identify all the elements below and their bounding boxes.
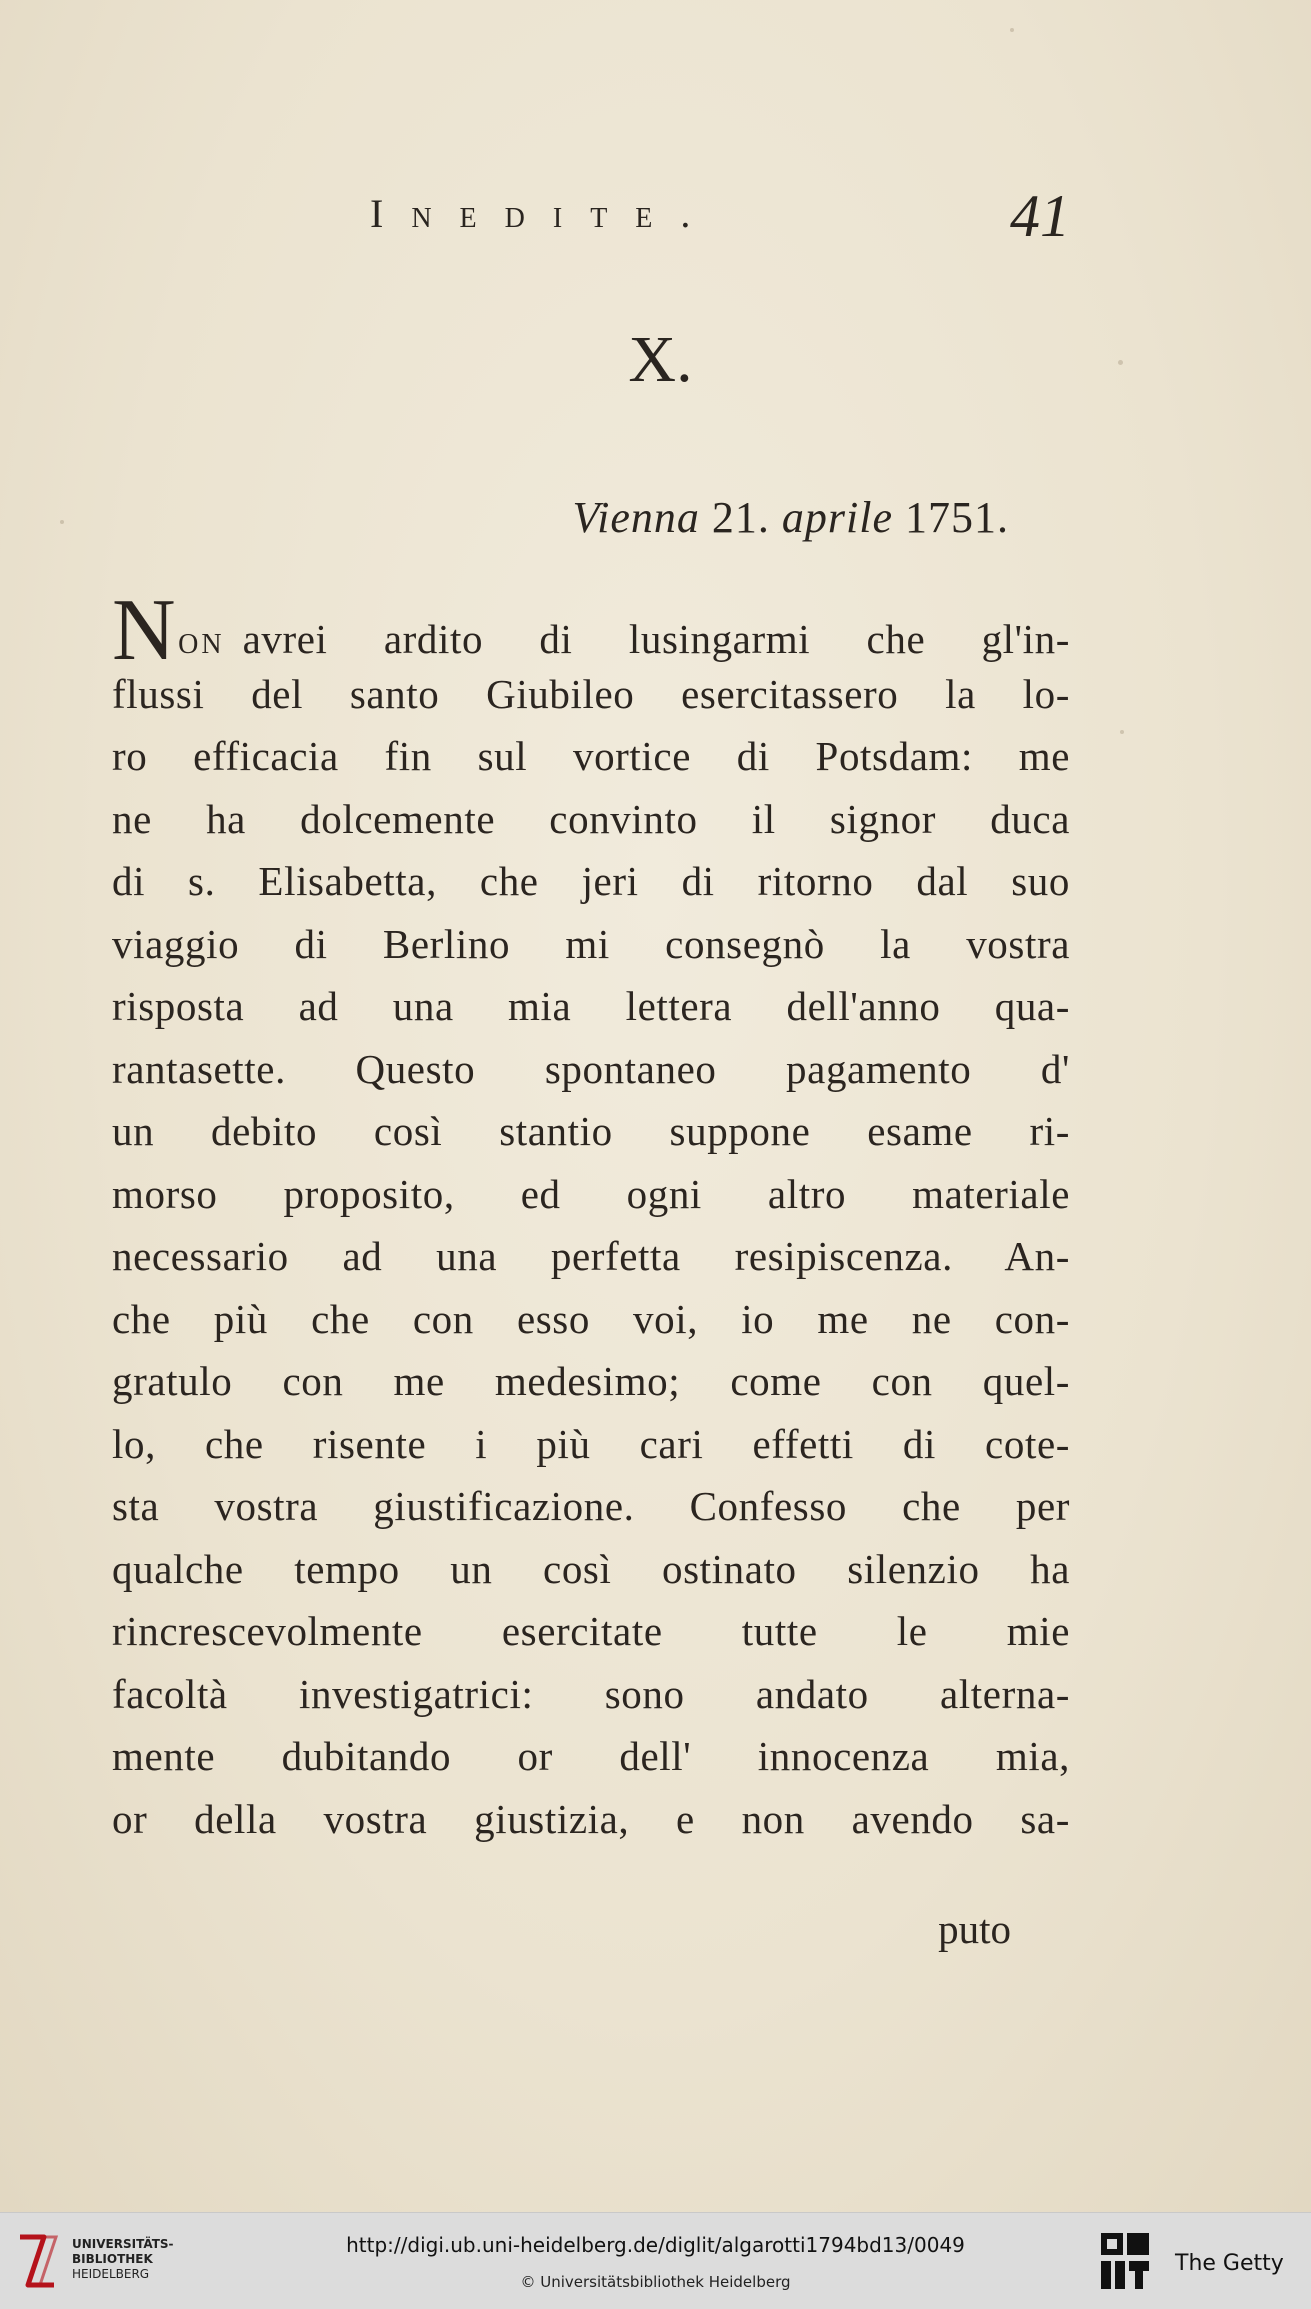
text-line: ne ha dolcemente convinto il signor duca (112, 795, 1070, 842)
dateline (573, 492, 1009, 543)
viewer-footer (0, 2212, 1311, 2309)
library-name-line: HEIDELBERG (72, 2267, 150, 2281)
line-text: avrei ardito di lusingarmi che gl'in- (242, 616, 1070, 662)
getty-logo[interactable] (1097, 2229, 1297, 2293)
text-line (112, 582, 1070, 679)
text-line: di s. Elisabetta, che jeri di ritorno dal suo (112, 858, 1070, 904)
getty-mark-icon (1097, 2229, 1157, 2293)
text-line: un debito così stantio suppone esame ri- (112, 1108, 1070, 1154)
text-line: viaggio di Berlino mi consegnò la vostra (112, 920, 1070, 967)
dateline-day: 21. (699, 493, 782, 542)
text-line: facoltà investigatrici: sono andato alterna- (112, 1670, 1070, 1717)
text-line: flussi del santo Giubileo esercitassero la lo- (112, 670, 1070, 717)
text-line: risposta ad una mia lettera dell'anno qua- (112, 983, 1070, 1029)
text-line: mente dubitando or dell' innocenza mia, (112, 1733, 1070, 1779)
text-line: morso proposito, ed ogni altro materiale (112, 1170, 1070, 1217)
text-line: necessario ad una perfetta resipiscenza. An- (112, 1233, 1070, 1279)
dateline-month: aprile (781, 493, 893, 542)
opening-small-caps: ON (178, 629, 225, 660)
catchword: puto (938, 1906, 1011, 1952)
library-name-line: BIBLIOTHEK (72, 2252, 153, 2266)
text-line: che più che con esso voi, io me ne con- (112, 1295, 1070, 1342)
text-line: rincrescevolmente esercitate tutte le mie (112, 1608, 1070, 1654)
text-line: sta vostra giustificazione. Confesso che per (112, 1483, 1070, 1529)
letter-body (112, 582, 1070, 1850)
getty-name: The Getty (1175, 2251, 1284, 2276)
page-header (370, 183, 1070, 260)
drop-cap: N (112, 582, 177, 679)
paper-speck (1010, 28, 1014, 32)
paper-speck (60, 520, 64, 524)
text-line: rantasette. Questo spontaneo pagamento d' (112, 1045, 1070, 1092)
dateline-place: Vienna (572, 493, 700, 542)
text-line: gratulo con me medesimo; come con quel- (112, 1358, 1070, 1404)
paper-speck (1120, 730, 1124, 734)
text-line: lo, che risente i più cari effetti di cote- (112, 1420, 1070, 1467)
dateline-year: 1751. (893, 493, 1009, 542)
page-number: 41 (1010, 183, 1070, 249)
text-line: ro efficacia fin sul vortice di Potsdam: me (112, 733, 1070, 779)
text-line: or della vostra giustizia, e non avendo sa- (112, 1795, 1070, 1842)
text-line: qualche tempo un così ostinato silenzio ha (112, 1545, 1070, 1592)
library-name-line: UNIVERSITÄTS- (72, 2237, 174, 2251)
letter-number: X. (628, 323, 693, 396)
running-title: Inedite. (370, 191, 719, 236)
permalink-url[interactable]: http://digi.ub.uni-heidelberg.de/diglit/algarotti1794bd13/0049 (346, 2233, 965, 2257)
copyright-notice: © Universitätsbibliothek Heidelberg (520, 2273, 791, 2291)
